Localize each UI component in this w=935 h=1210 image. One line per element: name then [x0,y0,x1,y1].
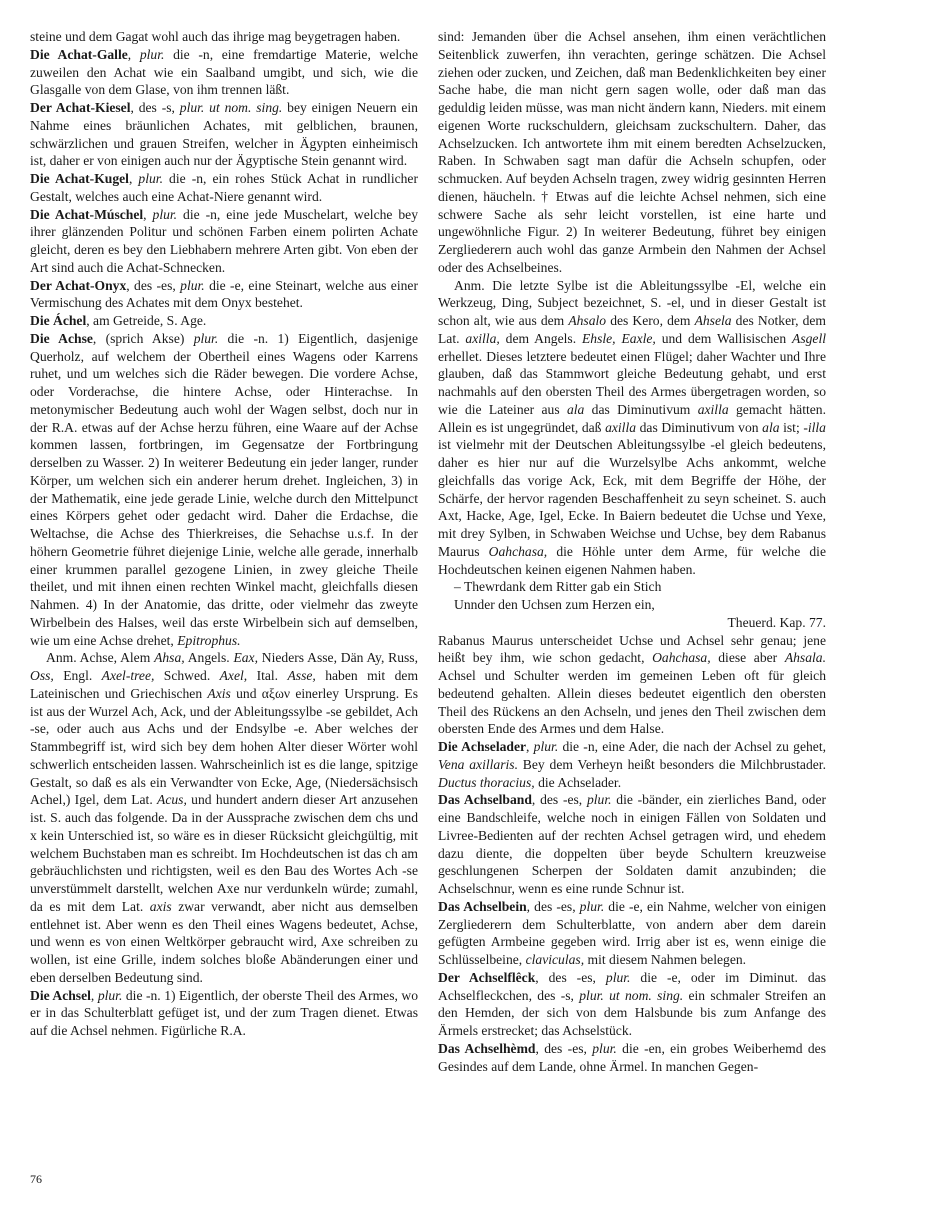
entry-headword: Die Achat-Kugel [30,171,129,186]
dictionary-entry: Der Achselflêck, des -es, plur. die -e, oder im Diminut. das Achselfleckchen, des -s, plur. ut nom. sing. ein schmaler Streifen an den Hemden, der sich von dem Halsbunde bis zum Anfange des Ärmels erstrecket; das Achselstück. [438,969,827,1038]
verse-line: – Thewrdank dem Ritter gab ein Stich [454,579,662,595]
verse-quotation [438,578,826,631]
dictionary-entry: Die Achse, (sprich Akse) plur. die -n. 1) Eigentlich, dasjenige Querholz, auf welchem der Obertheil eines Wagens oder Karrens ruhet, und um welches sich die Räder bewegen. Die vordere Achse, oder Vorderachse, die hintere Achse, oder Hinterachse. In metonymischer Bedeutung auch wohl der Wagen selbst, doch nur in der R.A. etwas auf der Achse herzu führen, eine Waare auf der Achse kommen lassen, fortbringen, im Gegensatze der Fortbringung derselben zu Wasser. 2) In weiterer Bedeutung ein jeder langer, runder Körper, um welchen sich ein anderer herum drehet. Ingleichen, 3) in der Mathematik, eine jede gerade Linie, welche durch den Mittelpunct eines Körpers gehet oder gedacht wird. Daher die Erdachse, die Weltachse, die Achse des Thierkreises, die Sehachse u.s.f. In der höhern Geometrie führet diejenige Linie, welche alle gerade, innerhalb einer krummen parallel gezogene Linien, in zwey gleiche Theile theilet, und mit ihnen einen rechten Winkel macht, gleichfalls diesen Nahmen. 4) In der Anatomie, das dritte, oder vielmehr das zweyte Wirbelbein des Halses, weil das erste Wirbelbein sich auf demselben, wie um eine Achse drehet, Epitrophus. [30,330,419,648]
dictionary-entry: Die Áchel, am Getreide, S. Age. [30,313,207,328]
dictionary-entry: Das Achselhèmd, des -es, plur. die -en, ein grobes Weiberhemd des Gesindes auf dem Lande, ohne Ärmel. In manchen Gegen- [438,1040,826,1074]
entry-headword: Die Achse [30,330,93,346]
entry-headword: Die Áchel [30,313,87,328]
entry-headword: Das Achselbein [438,898,527,914]
text-paragraph: Rabanus Maurus unterscheidet Uchse und Achsel sehr genau; jene heißt bey ihm, wie schon gedacht, Oahchasa, diese aber Ahsala. Achsel und Schulter werden im gemeinen Leben oft für gleich bedeutend gehalten. Allein dieses bedeutet eigentlich den obersten Theil des Rückens an den Achseln, und jenes den Theil zwischen dem obersten Ende des Armes und dem Halse. [438,632,826,737]
dictionary-entry: Die Achat-Múschel, plur. die -n, eine jede Muschelart, welche bey ihrer glänzenden Politur und schönen Farben einem polirten Achate gleicht, deren es bey den Liebhabern mehrere Arten gibt. Von eben der Art sind auch die Achat-Schnecken. [30,206,419,275]
entry-headword: Die Achat-Múschel [30,206,144,222]
dictionary-entry: Die Achat-Kugel, plur. die -n, ein rohes Stück Achat in rundlicher Gestalt, welches auch eine Achat-Niere genannt wird. [30,171,418,204]
dictionary-entry: Die Achat-Galle, plur. die -n, eine fremdartige Materie, welche zuweilen den Achat wie ein Saalband umgibt, und sich, wie die Glasgalle von dem Glase, von ihm trennen läßt. [30,46,419,98]
verse-source: Theuerd. Kap. 77. [727,614,826,630]
entry-headword: Der Achat-Onyx [30,277,127,293]
dictionary-entry: Das Achselbein, des -es, plur. die -e, ein Nahme, welcher von einigen Zergliederern dem Schulterblatte, von andern aber dem darein gefügten Armbeine gegeben wird. Irrig aber ist es, wenn einige die Schlüsselbeine, claviculas, mit diesem Nahmen belegen. [438,898,826,967]
text-paragraph: sind: Jemanden über die Achsel ansehen, ihm einen verächtlichen Seitenblick zuwerfen, ihn verachten, geringe schätzen. Die Achsel ziehen oder zucken, und Zeichen, daß man Bedenklichkeiten bey einer Sache habe, die man nicht gern sagen wolle, oder daß man das geduldig leiden müsse, was man nicht ändern kann, Nieders. mit einem eigenen Worte ruckschuldern, gleichsam zuckschultern. Daher, das Achselzucken. Ich antwortete ihm mit einem beredten Achselzucken, Raben. In Schwaben sagt man dafür die Achseln schupfen, oder schmucken. Auf beyden Achseln tragen, zwey widrig gesinnten Herren dienen, häucheln. † Etwas auf die leichte Achsel nehmen, sich eine schwere Sache als sehr leicht vorstellen, ist eine harte und ungewöhnliche Figur. 2) In weiterer Bedeutung, führet bey einigen Zergliederern auch wohl das ganze Armbein den Nahmen der Achsel oder des Achselbeines. [438,29,826,275]
etymology-note: Anm. Achse, Alem Ahsa, Angels. Eax, Nieders Asse, Dän Ay, Russ, Oss, Engl. Axel-tree, Schwed. Axel, Ital. Asse, haben mit dem Lateinischen und Griechischen Axis und αξων einerley Ursprung. Es ist aus der Wurzel Ach, Ack, und der Ableitungssylbe -se gebildet, Ach -se, oder auch aus Achs und der Endsylbe -e. Aber welches der Stammbegriff ist, wird sich bey dem hohen Alter dieser Wörter wohl schwerlich entscheiden lassen. Wahrscheinlich ist es die lange, spitzige Gestalt, so daß es als ein Verwandter von Ecke, Age, (Niedersächsisch Achel,) Igel, dem Lat. Acus, und hundert andern dieser Art anzusehen ist. S. auch das folgende. Da in der Aussprache zwischen dem chs und x kein Unterschied ist, so wäre es in dieser Rücksicht gleichgültig, mit welchem Buchstaben man es schreibt. Im Hochdeutschen ist das ch am gebräuchlichsten und richtigsten, weil es den Bau des Wortes Ach -se unverstümmelt darstellt, welchen Axe nur verdunkeln würde; zumahl, da es mit dem Lat. axis zwar verwandt, aber nicht aus demselben entlehnet ist. Aber wenn es den Theil eines Wagens bedeutet, Achse, und wenn es von einen Weltkörper gebraucht wird, Axe schreiben zu wollen, ist eine Grille, indem solches bloße Abänderungen einer und eben derselben Bedeutung sind. [30,650,419,985]
entry-headword: Die Achat-Galle [30,46,128,62]
left-column [30,28,418,1040]
entry-headword: Das Achselhèmd [438,1040,536,1056]
dictionary-entry: Der Achat-Onyx, des -es, plur. die -e, eine Steinart, welche aus einer Vermischung des Achates mit dem Onyx bestehet. [30,277,418,311]
dictionary-entry: Der Achat-Kiesel, des -s, plur. ut nom. sing. bey einigen Neuern ein Nahme eines bräunlichen Achates, mit gelblichen, braunen, schwärzlichen und grauen Streifen, welcher in Ägypten einheimisch ist, daher er von einigen auch nur der Ägyptische Stein genannt wird. [30,100,418,169]
entry-headword: Das Achselband [438,792,532,808]
etymology-note: Anm. Die letzte Sylbe ist die Ableitungssylbe -El, welche ein Werkzeug, Ding, Subject bezeichnet, S. -el, und in dieser Gestalt ist schon alt, wie aus dem Ahsalo des Kero, dem Ahsela des Notker, dem Lat. axilla, dem Angels. Ehsle, Eaxle, und dem Wallisischen Asgell erhellet. Dieses letztere bedeutet einen Flügel; daher Wachter und Ihre glauben, daß das Stammwort gleiche Bedeutung gehabt, und erst nachmahls auf den obersten Theil des Armes übergetragen worden, so wie die Lateiner aus ala das Diminutivum axilla gemacht hätten. Allein es ist ungegründet, daß axilla das Diminutivum von ala ist; -illa ist vielmehr mit der Deutschen Ableitungssylbe -el gleich bedeutens, daher es hier nur auf die Wurzelsylbe Achs ankommt, welche gleichfalls das vorige Ack, Eck, mit dem Begriffe der Höhe, der Schärfe, der hervor ragenden Beschaffenheit zu seyn scheinet. S. auch Axt, Hacke, Age, Igel, Ecke. In Baiern bedeutet die Uchse und Yexe, mit drey Sylben, in Schwaben Weichse und Uchse, bey dem Rabanus Maurus Oahchasa, die Höhle unter dem Arme, für welche die Hochdeutschen keinen eigenen Nahmen haben. [438,277,826,577]
right-column [438,28,826,1075]
verse-line: Unnder den Uchsen zum Herzen ein, [454,597,655,612]
entry-headword: Der Achselflêck [438,969,536,985]
text-paragraph: steine und dem Gagat wohl auch das ihrige mag beygetragen haben. [30,29,401,44]
dictionary-entry: Das Achselband, des -es, plur. die -bänder, ein zierliches Band, oder eine Bandschleife, welche noch in einigen Fällen von Soldaten und Livree-Bedienten auf der rechten Achsel getragen wird, und ehedem dazu diente, die doppelten über beyde Schultern kreuzweise geschlungenen Scherpen der Soldaten damit anzubinden; die Achselschnur, wenn es eine runde Schnur ist. [438,792,827,896]
dictionary-entry: Die Achsel, plur. die -n. 1) Eigentlich, der oberste Theil des Armes, wo er in das Schulterblatt gefüget ist, und der zum Tragen dienet. Etwas auf die Achsel nehmen. Figürliche R.A. [30,987,418,1038]
entry-headword: Die Achsel [30,987,91,1003]
entry-headword: Die Achselader [438,739,527,754]
dictionary-entry: Die Achselader, plur. die -n, eine Ader, die nach der Achsel zu gehet, Vena axillaris. Bey dem Verheyn heißt besonders die Milchbrustader. Ductus thoracius, die Achselader. [438,739,826,790]
page-number: 76 [30,1172,42,1186]
entry-headword: Der Achat-Kiesel [30,100,131,115]
